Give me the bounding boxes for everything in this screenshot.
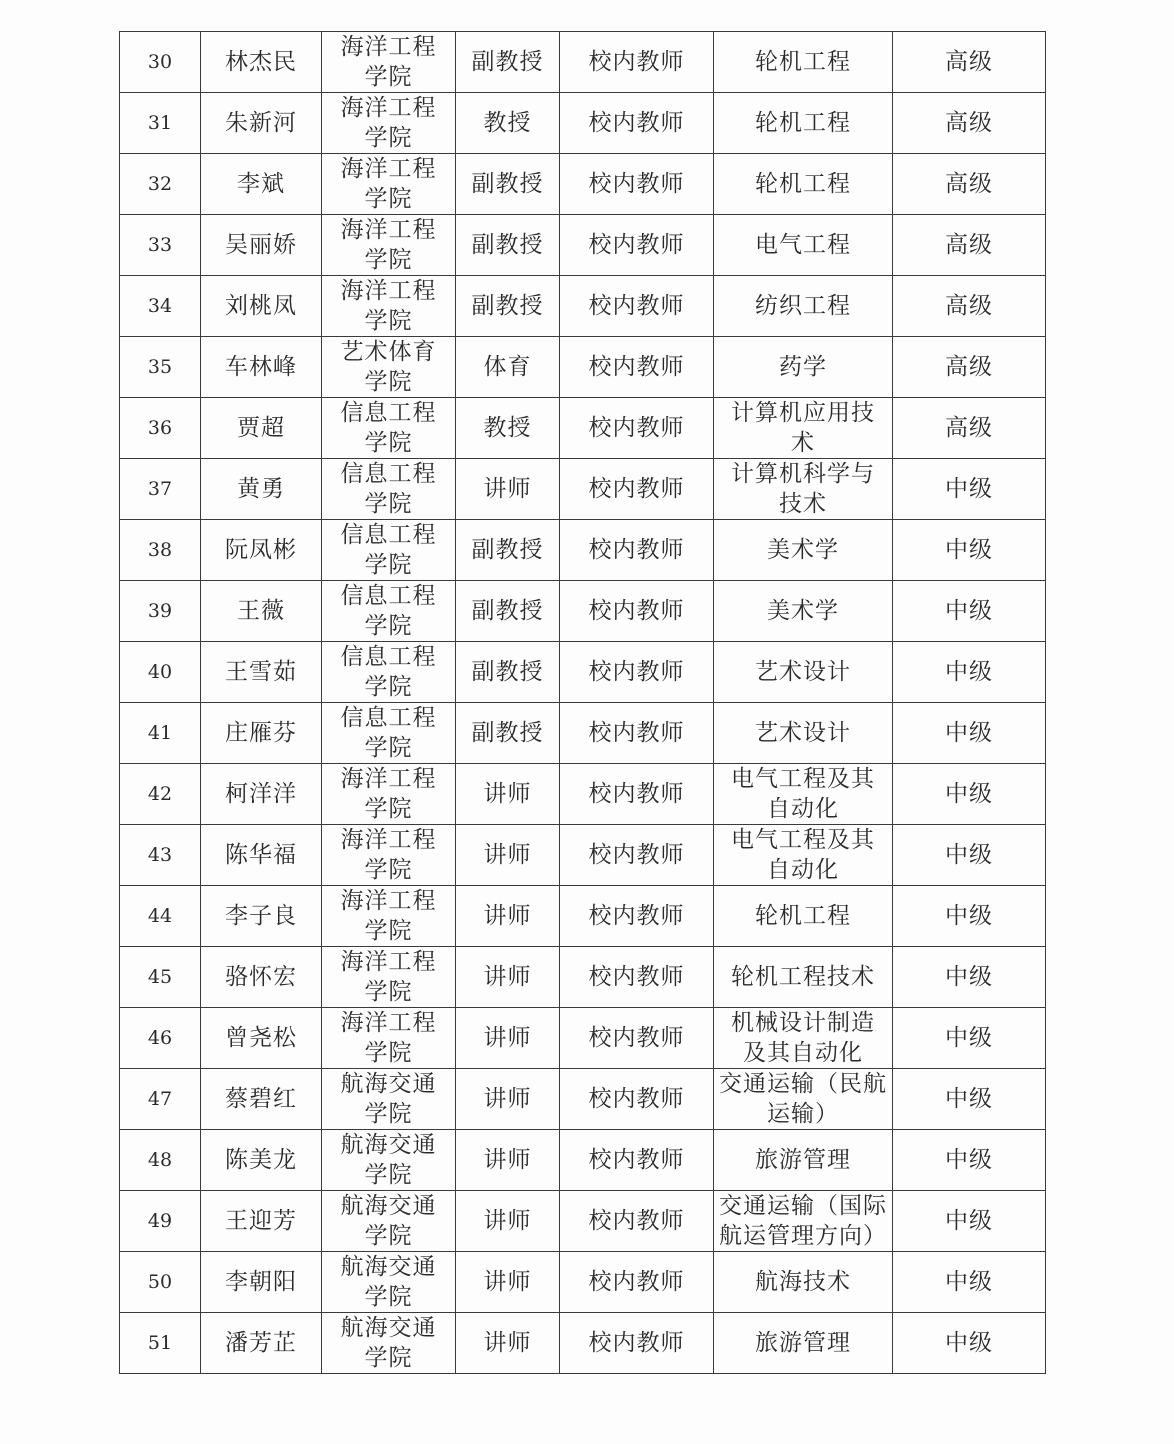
college-name: 海洋工程 学院 <box>322 215 456 276</box>
table-row <box>120 154 1046 215</box>
teacher-name: 车林峰 <box>201 337 322 398</box>
major-name: 电气工程 <box>714 215 893 276</box>
teacher-type: 校内教师 <box>560 1008 714 1069</box>
major-name: 交通运输（民航 运输） <box>714 1069 893 1130</box>
professional-title: 副教授 <box>456 642 560 703</box>
row-number: 41 <box>120 703 201 764</box>
teacher-name: 柯洋洋 <box>201 764 322 825</box>
level-grade: 中级 <box>893 1130 1046 1191</box>
major-name: 旅游管理 <box>714 1130 893 1191</box>
professional-title: 讲师 <box>456 886 560 947</box>
table-row <box>120 337 1046 398</box>
table-row <box>120 398 1046 459</box>
row-number: 33 <box>120 215 201 276</box>
level-grade: 中级 <box>893 764 1046 825</box>
college-name: 海洋工程 学院 <box>322 886 456 947</box>
college-name: 海洋工程 学院 <box>322 1008 456 1069</box>
table-row <box>120 1069 1046 1130</box>
row-number: 30 <box>120 32 201 93</box>
row-number: 49 <box>120 1191 201 1252</box>
table-row <box>120 1313 1046 1374</box>
teacher-type: 校内教师 <box>560 886 714 947</box>
college-name: 信息工程 学院 <box>322 581 456 642</box>
teacher-name: 陈美龙 <box>201 1130 322 1191</box>
teacher-name: 骆怀宏 <box>201 947 322 1008</box>
level-grade: 中级 <box>893 825 1046 886</box>
row-number: 45 <box>120 947 201 1008</box>
row-number: 48 <box>120 1130 201 1191</box>
college-name: 信息工程 学院 <box>322 703 456 764</box>
table-row <box>120 1130 1046 1191</box>
row-number: 39 <box>120 581 201 642</box>
college-name: 艺术体育 学院 <box>322 337 456 398</box>
table-row <box>120 886 1046 947</box>
level-grade: 中级 <box>893 1191 1046 1252</box>
professional-title: 副教授 <box>456 703 560 764</box>
table-row <box>120 764 1046 825</box>
professional-title: 副教授 <box>456 32 560 93</box>
level-grade: 中级 <box>893 886 1046 947</box>
college-name: 海洋工程 学院 <box>322 825 456 886</box>
level-grade: 中级 <box>893 947 1046 1008</box>
teacher-type: 校内教师 <box>560 32 714 93</box>
teacher-type: 校内教师 <box>560 581 714 642</box>
professional-title: 副教授 <box>456 520 560 581</box>
teacher-name: 李朝阳 <box>201 1252 322 1313</box>
teacher-type: 校内教师 <box>560 1313 714 1374</box>
table-row <box>120 581 1046 642</box>
row-number: 51 <box>120 1313 201 1374</box>
teacher-type: 校内教师 <box>560 703 714 764</box>
level-grade: 中级 <box>893 459 1046 520</box>
major-name: 艺术设计 <box>714 642 893 703</box>
row-number: 42 <box>120 764 201 825</box>
major-name: 旅游管理 <box>714 1313 893 1374</box>
row-number: 31 <box>120 93 201 154</box>
college-name: 信息工程 学院 <box>322 520 456 581</box>
teacher-type: 校内教师 <box>560 215 714 276</box>
teacher-name: 吴丽娇 <box>201 215 322 276</box>
table-row <box>120 215 1046 276</box>
teacher-type: 校内教师 <box>560 825 714 886</box>
professional-title: 讲师 <box>456 825 560 886</box>
table-row <box>120 1191 1046 1252</box>
professional-title: 教授 <box>456 398 560 459</box>
level-grade: 中级 <box>893 703 1046 764</box>
level-grade: 高级 <box>893 93 1046 154</box>
professional-title: 副教授 <box>456 581 560 642</box>
professional-title: 讲师 <box>456 1130 560 1191</box>
table-row <box>120 276 1046 337</box>
college-name: 海洋工程 学院 <box>322 947 456 1008</box>
college-name: 海洋工程 学院 <box>322 93 456 154</box>
row-number: 38 <box>120 520 201 581</box>
teacher-name: 王薇 <box>201 581 322 642</box>
professional-title: 讲师 <box>456 947 560 1008</box>
teacher-name: 刘桃凤 <box>201 276 322 337</box>
level-grade: 高级 <box>893 276 1046 337</box>
professional-title: 体育 <box>456 337 560 398</box>
college-name: 航海交通 学院 <box>322 1191 456 1252</box>
table-row <box>120 520 1046 581</box>
level-grade: 中级 <box>893 1252 1046 1313</box>
college-name: 海洋工程 学院 <box>322 154 456 215</box>
level-grade: 高级 <box>893 398 1046 459</box>
level-grade: 中级 <box>893 1069 1046 1130</box>
teacher-name: 阮凤彬 <box>201 520 322 581</box>
major-name: 机械设计制造 及其自动化 <box>714 1008 893 1069</box>
teacher-name: 蔡碧红 <box>201 1069 322 1130</box>
table-row <box>120 825 1046 886</box>
professional-title: 讲师 <box>456 1069 560 1130</box>
college-name: 航海交通 学院 <box>322 1252 456 1313</box>
teacher-type: 校内教师 <box>560 337 714 398</box>
teacher-type: 校内教师 <box>560 154 714 215</box>
major-name: 电气工程及其 自动化 <box>714 825 893 886</box>
professional-title: 副教授 <box>456 276 560 337</box>
level-grade: 中级 <box>893 1313 1046 1374</box>
major-name: 交通运输（国际 航运管理方向） <box>714 1191 893 1252</box>
teacher-type: 校内教师 <box>560 459 714 520</box>
level-grade: 高级 <box>893 32 1046 93</box>
teacher-name: 潘芳芷 <box>201 1313 322 1374</box>
row-number: 32 <box>120 154 201 215</box>
college-name: 信息工程 学院 <box>322 459 456 520</box>
table-row <box>120 947 1046 1008</box>
college-name: 航海交通 学院 <box>322 1069 456 1130</box>
row-number: 44 <box>120 886 201 947</box>
table-row <box>120 1252 1046 1313</box>
teacher-type: 校内教师 <box>560 276 714 337</box>
teacher-type: 校内教师 <box>560 520 714 581</box>
professional-title: 副教授 <box>456 154 560 215</box>
teacher-name: 陈华福 <box>201 825 322 886</box>
major-name: 轮机工程 <box>714 886 893 947</box>
major-name: 美术学 <box>714 520 893 581</box>
level-grade: 高级 <box>893 154 1046 215</box>
table-row <box>120 93 1046 154</box>
table-row <box>120 703 1046 764</box>
row-number: 37 <box>120 459 201 520</box>
professional-title: 讲师 <box>456 459 560 520</box>
teacher-type: 校内教师 <box>560 398 714 459</box>
college-name: 海洋工程 学院 <box>322 276 456 337</box>
level-grade: 高级 <box>893 337 1046 398</box>
row-number: 34 <box>120 276 201 337</box>
teacher-type: 校内教师 <box>560 93 714 154</box>
college-name: 海洋工程 学院 <box>322 764 456 825</box>
major-name: 计算机应用技 术 <box>714 398 893 459</box>
teacher-type: 校内教师 <box>560 764 714 825</box>
major-name: 美术学 <box>714 581 893 642</box>
major-name: 电气工程及其 自动化 <box>714 764 893 825</box>
college-name: 航海交通 学院 <box>322 1313 456 1374</box>
table-row <box>120 459 1046 520</box>
row-number: 47 <box>120 1069 201 1130</box>
teacher-type: 校内教师 <box>560 1252 714 1313</box>
teacher-name: 庄雁芬 <box>201 703 322 764</box>
row-number: 35 <box>120 337 201 398</box>
level-grade: 中级 <box>893 581 1046 642</box>
professional-title: 讲师 <box>456 1008 560 1069</box>
major-name: 艺术设计 <box>714 703 893 764</box>
teacher-type: 校内教师 <box>560 1191 714 1252</box>
roster-body <box>120 32 1046 1374</box>
row-number: 40 <box>120 642 201 703</box>
major-name: 轮机工程 <box>714 154 893 215</box>
level-grade: 中级 <box>893 1008 1046 1069</box>
teacher-name: 曾尧松 <box>201 1008 322 1069</box>
college-name: 信息工程 学院 <box>322 642 456 703</box>
college-name: 航海交通 学院 <box>322 1130 456 1191</box>
major-name: 纺织工程 <box>714 276 893 337</box>
teacher-type: 校内教师 <box>560 947 714 1008</box>
teacher-name: 林杰民 <box>201 32 322 93</box>
level-grade: 高级 <box>893 215 1046 276</box>
major-name: 轮机工程 <box>714 32 893 93</box>
professional-title: 讲师 <box>456 1252 560 1313</box>
teacher-roster-table <box>119 31 1046 1374</box>
row-number: 46 <box>120 1008 201 1069</box>
teacher-name: 王迎芳 <box>201 1191 322 1252</box>
major-name: 计算机科学与 技术 <box>714 459 893 520</box>
row-number: 36 <box>120 398 201 459</box>
row-number: 43 <box>120 825 201 886</box>
teacher-name: 朱新河 <box>201 93 322 154</box>
teacher-name: 李斌 <box>201 154 322 215</box>
table-row <box>120 32 1046 93</box>
row-number: 50 <box>120 1252 201 1313</box>
college-name: 信息工程 学院 <box>322 398 456 459</box>
table-row <box>120 1008 1046 1069</box>
professional-title: 讲师 <box>456 764 560 825</box>
teacher-name: 贾超 <box>201 398 322 459</box>
college-name: 海洋工程 学院 <box>322 32 456 93</box>
professional-title: 教授 <box>456 93 560 154</box>
major-name: 轮机工程 <box>714 93 893 154</box>
teacher-type: 校内教师 <box>560 642 714 703</box>
teacher-name: 李子良 <box>201 886 322 947</box>
professional-title: 讲师 <box>456 1313 560 1374</box>
level-grade: 中级 <box>893 520 1046 581</box>
level-grade: 中级 <box>893 642 1046 703</box>
teacher-type: 校内教师 <box>560 1069 714 1130</box>
professional-title: 副教授 <box>456 215 560 276</box>
teacher-name: 黄勇 <box>201 459 322 520</box>
teacher-name: 王雪茹 <box>201 642 322 703</box>
major-name: 药学 <box>714 337 893 398</box>
teacher-type: 校内教师 <box>560 1130 714 1191</box>
table-row <box>120 642 1046 703</box>
major-name: 航海技术 <box>714 1252 893 1313</box>
professional-title: 讲师 <box>456 1191 560 1252</box>
major-name: 轮机工程技术 <box>714 947 893 1008</box>
